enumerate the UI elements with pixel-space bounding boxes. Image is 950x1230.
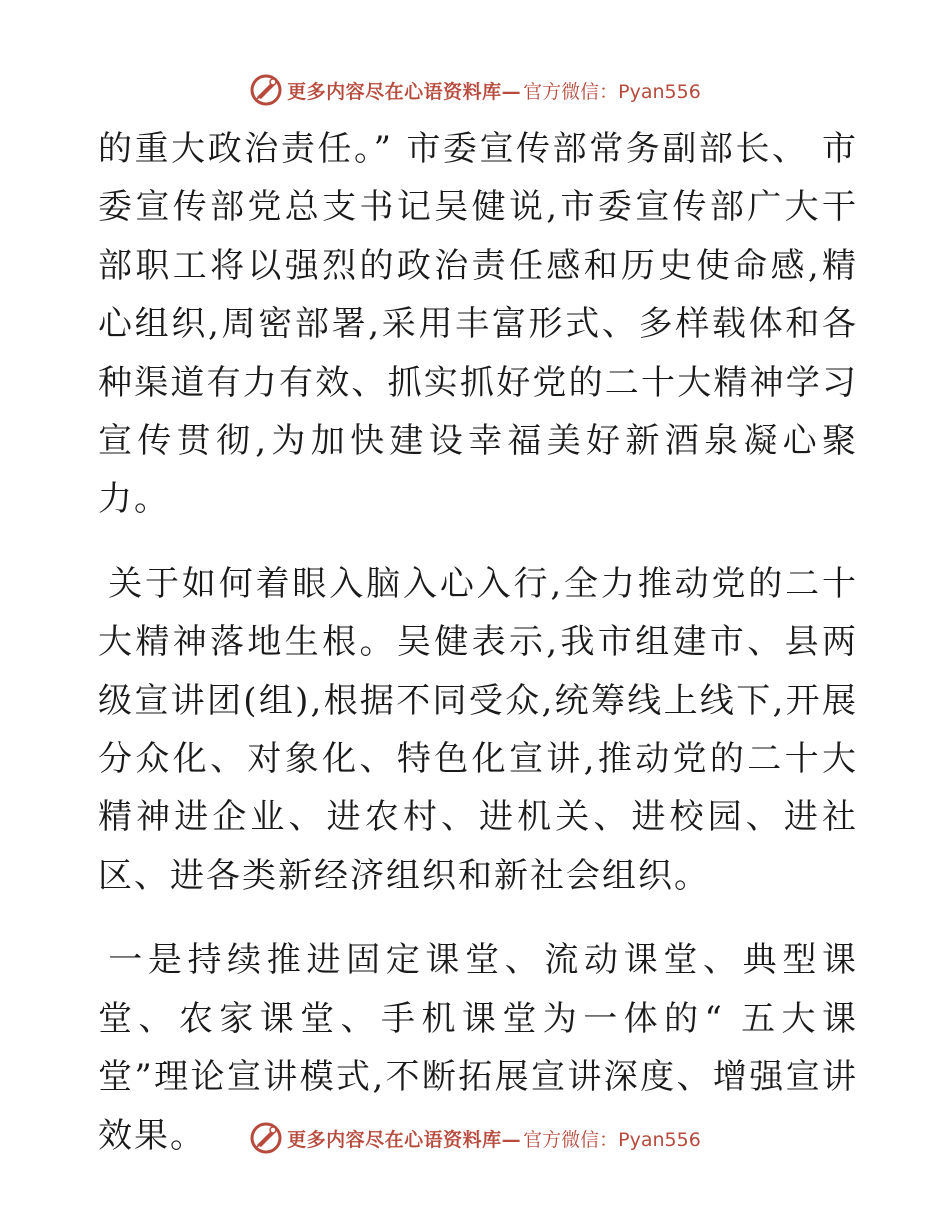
footer-banner — [0, 1118, 950, 1158]
paragraph-1: 的重大政治责任。” 市委宣传部常务副部长、 市委宣传部党总支书记吴健说,市委宣传部广大干部职工将以强烈的政治责任感和历史使命感,精心组织,周密部署,采用丰富形式、多样载体和各种渠道有力有效、抓实抓好党的二十大精神学习宣传贯彻,为加快建设幸福美好新酒泉凝心聚力。 — [98, 129, 858, 520]
banner-text: 更多内容尽在心语资料库— — [287, 1128, 522, 1151]
paragraph-2: 关于如何着眼入脑入心入行,全力推动党的二十大精神落地生根。吴健表示,我市组建市、县两级宣讲团(组),根据不同受众,统筹线上线下,开展分众化、对象化、特色化宣讲,推动党的二十大精神进企业、进农村、进机关、进校园、进社区、进各类新经济组织和新社会组织。 — [98, 563, 858, 896]
header-banner — [0, 70, 950, 110]
paragraph-3: 一是持续推进固定课堂、流动课堂、典型课堂、农家课堂、手机课堂为一体的“ 五大课堂”理论宣讲模式,不断拓展宣讲深度、增强宣讲效果。 — [98, 940, 858, 1156]
red-quill-logo-icon — [249, 1121, 283, 1155]
banner-wechat: 官方微信：Pyan556 — [523, 80, 701, 103]
red-quill-logo-icon — [249, 73, 283, 107]
banner-wechat: 官方微信：Pyan556 — [523, 1128, 701, 1151]
document-body — [98, 120, 858, 1165]
banner-text: 更多内容尽在心语资料库— — [287, 80, 522, 103]
